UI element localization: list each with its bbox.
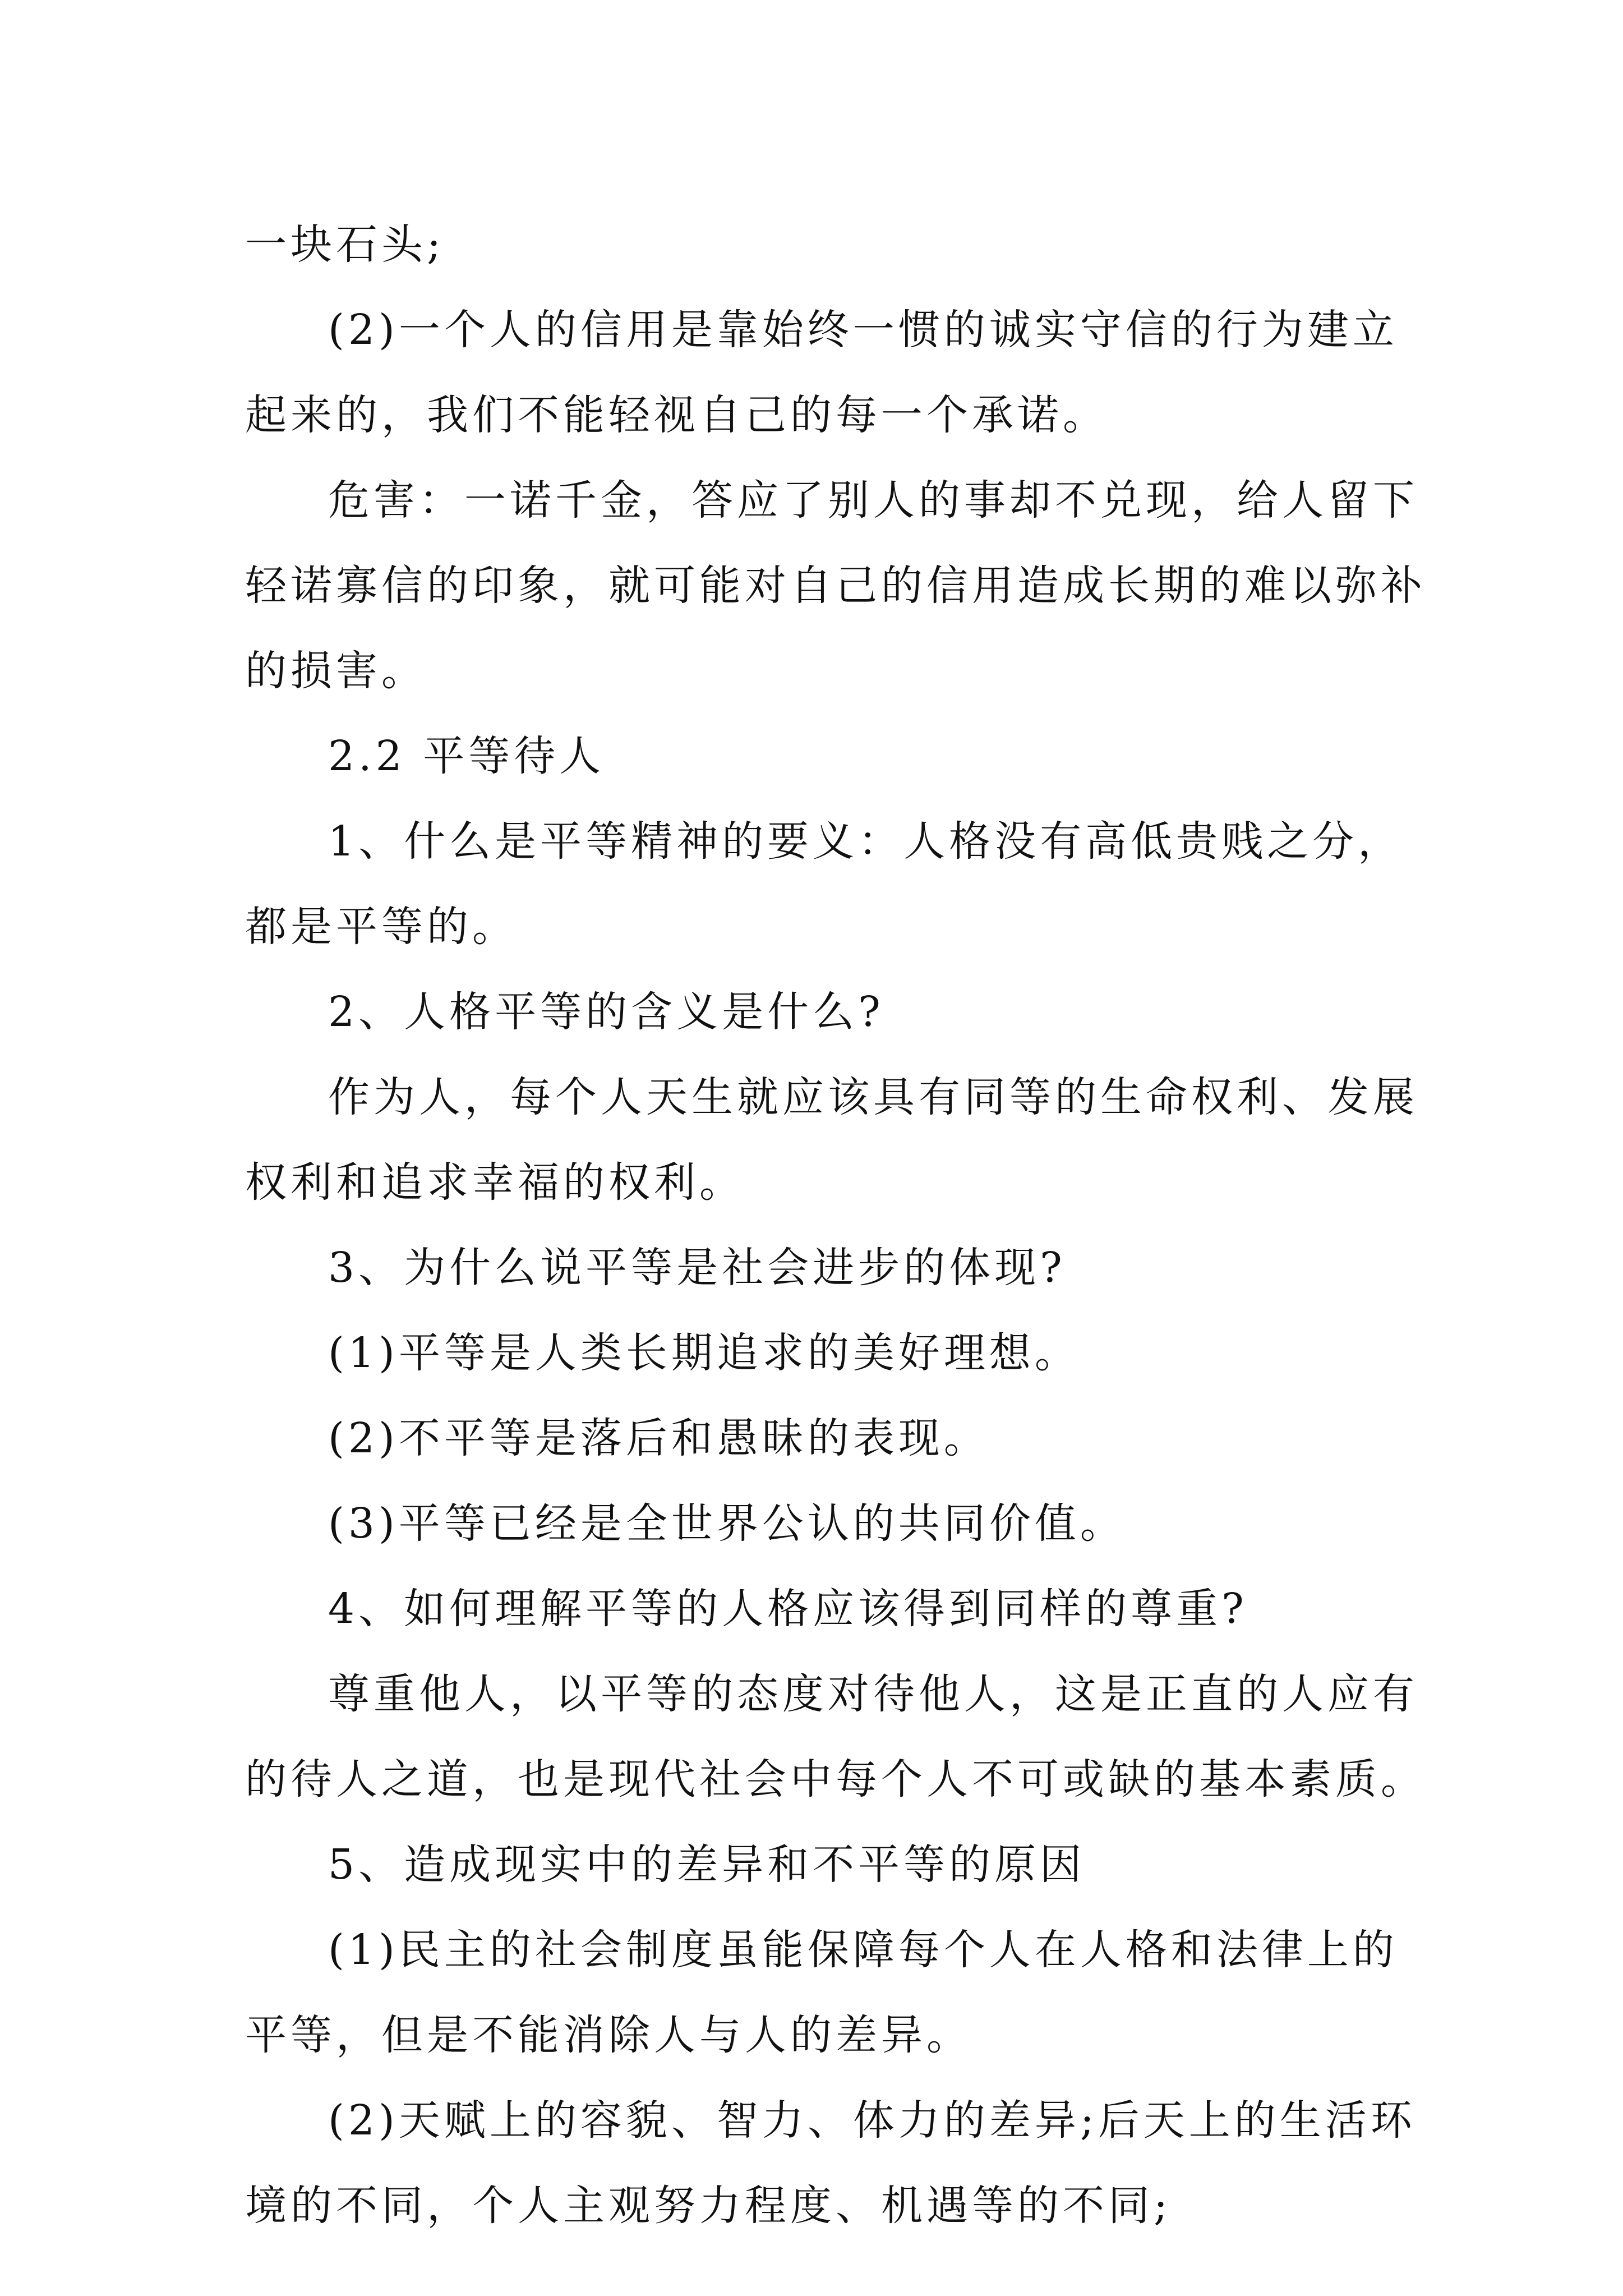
section-heading: 2.2 平等待人 <box>328 732 605 780</box>
text-line: 5、造成现实中的差异和不平等的原因 <box>328 1841 1086 1889</box>
text-line: (1)平等是人类长期追求的美好理想。 <box>328 1329 1080 1377</box>
text-line: 起来的，我们不能轻视自己的每一个承诺。 <box>245 391 1108 439</box>
text-line: 境的不同，个人主观努力程度、机遇等的不同; <box>245 2182 1172 2230</box>
text-line: 3、为什么说平等是社会进步的体现? <box>328 1244 1066 1292</box>
text-line: 平等，但是不能消除人与人的差异。 <box>245 2011 972 2059</box>
text-line: (2)不平等是落后和愚昧的表现。 <box>328 1414 989 1462</box>
text-line: 的待人之道，也是现代社会中每个人不可或缺的基本素质。 <box>245 1755 1426 1803</box>
text-line: 一块石头; <box>245 220 445 269</box>
text-line: 4、如何理解平等的人格应该得到同样的尊重? <box>328 1585 1248 1633</box>
text-line: 尊重他人，以平等的态度对待他人，这是正直的人应有 <box>328 1670 1418 1718</box>
document-body <box>245 202 1426 2248</box>
text-line: 权利和追求幸福的权利。 <box>245 1158 745 1207</box>
text-line: 的损害。 <box>245 647 427 695</box>
text-line: (2)天赋上的容貌、智力、体力的差异;后天上的生活环 <box>328 2096 1416 2145</box>
text-line: (1)民主的社会制度虽能保障每个人在人格和法律上的 <box>328 1926 1398 1974</box>
text-line: 都是平等的。 <box>245 903 518 951</box>
text-line: (3)平等已经是全世界公认的共同价值。 <box>328 1499 1126 1548</box>
text-line: 轻诺寡信的印象，就可能对自己的信用造成长期的难以弥补 <box>245 562 1426 610</box>
text-line: (2)一个人的信用是靠始终一惯的诚实守信的行为建立 <box>328 306 1398 354</box>
text-line: 1、什么是平等精神的要义：人格没有高低贵贱之分， <box>328 817 1404 866</box>
text-line: 作为人，每个人天生就应该具有同等的生命权利、发展 <box>328 1073 1418 1121</box>
text-line: 危害：一诺千金，答应了别人的事却不兑现，给人留下 <box>328 476 1418 524</box>
text-line: 2、人格平等的含义是什么? <box>328 988 884 1036</box>
